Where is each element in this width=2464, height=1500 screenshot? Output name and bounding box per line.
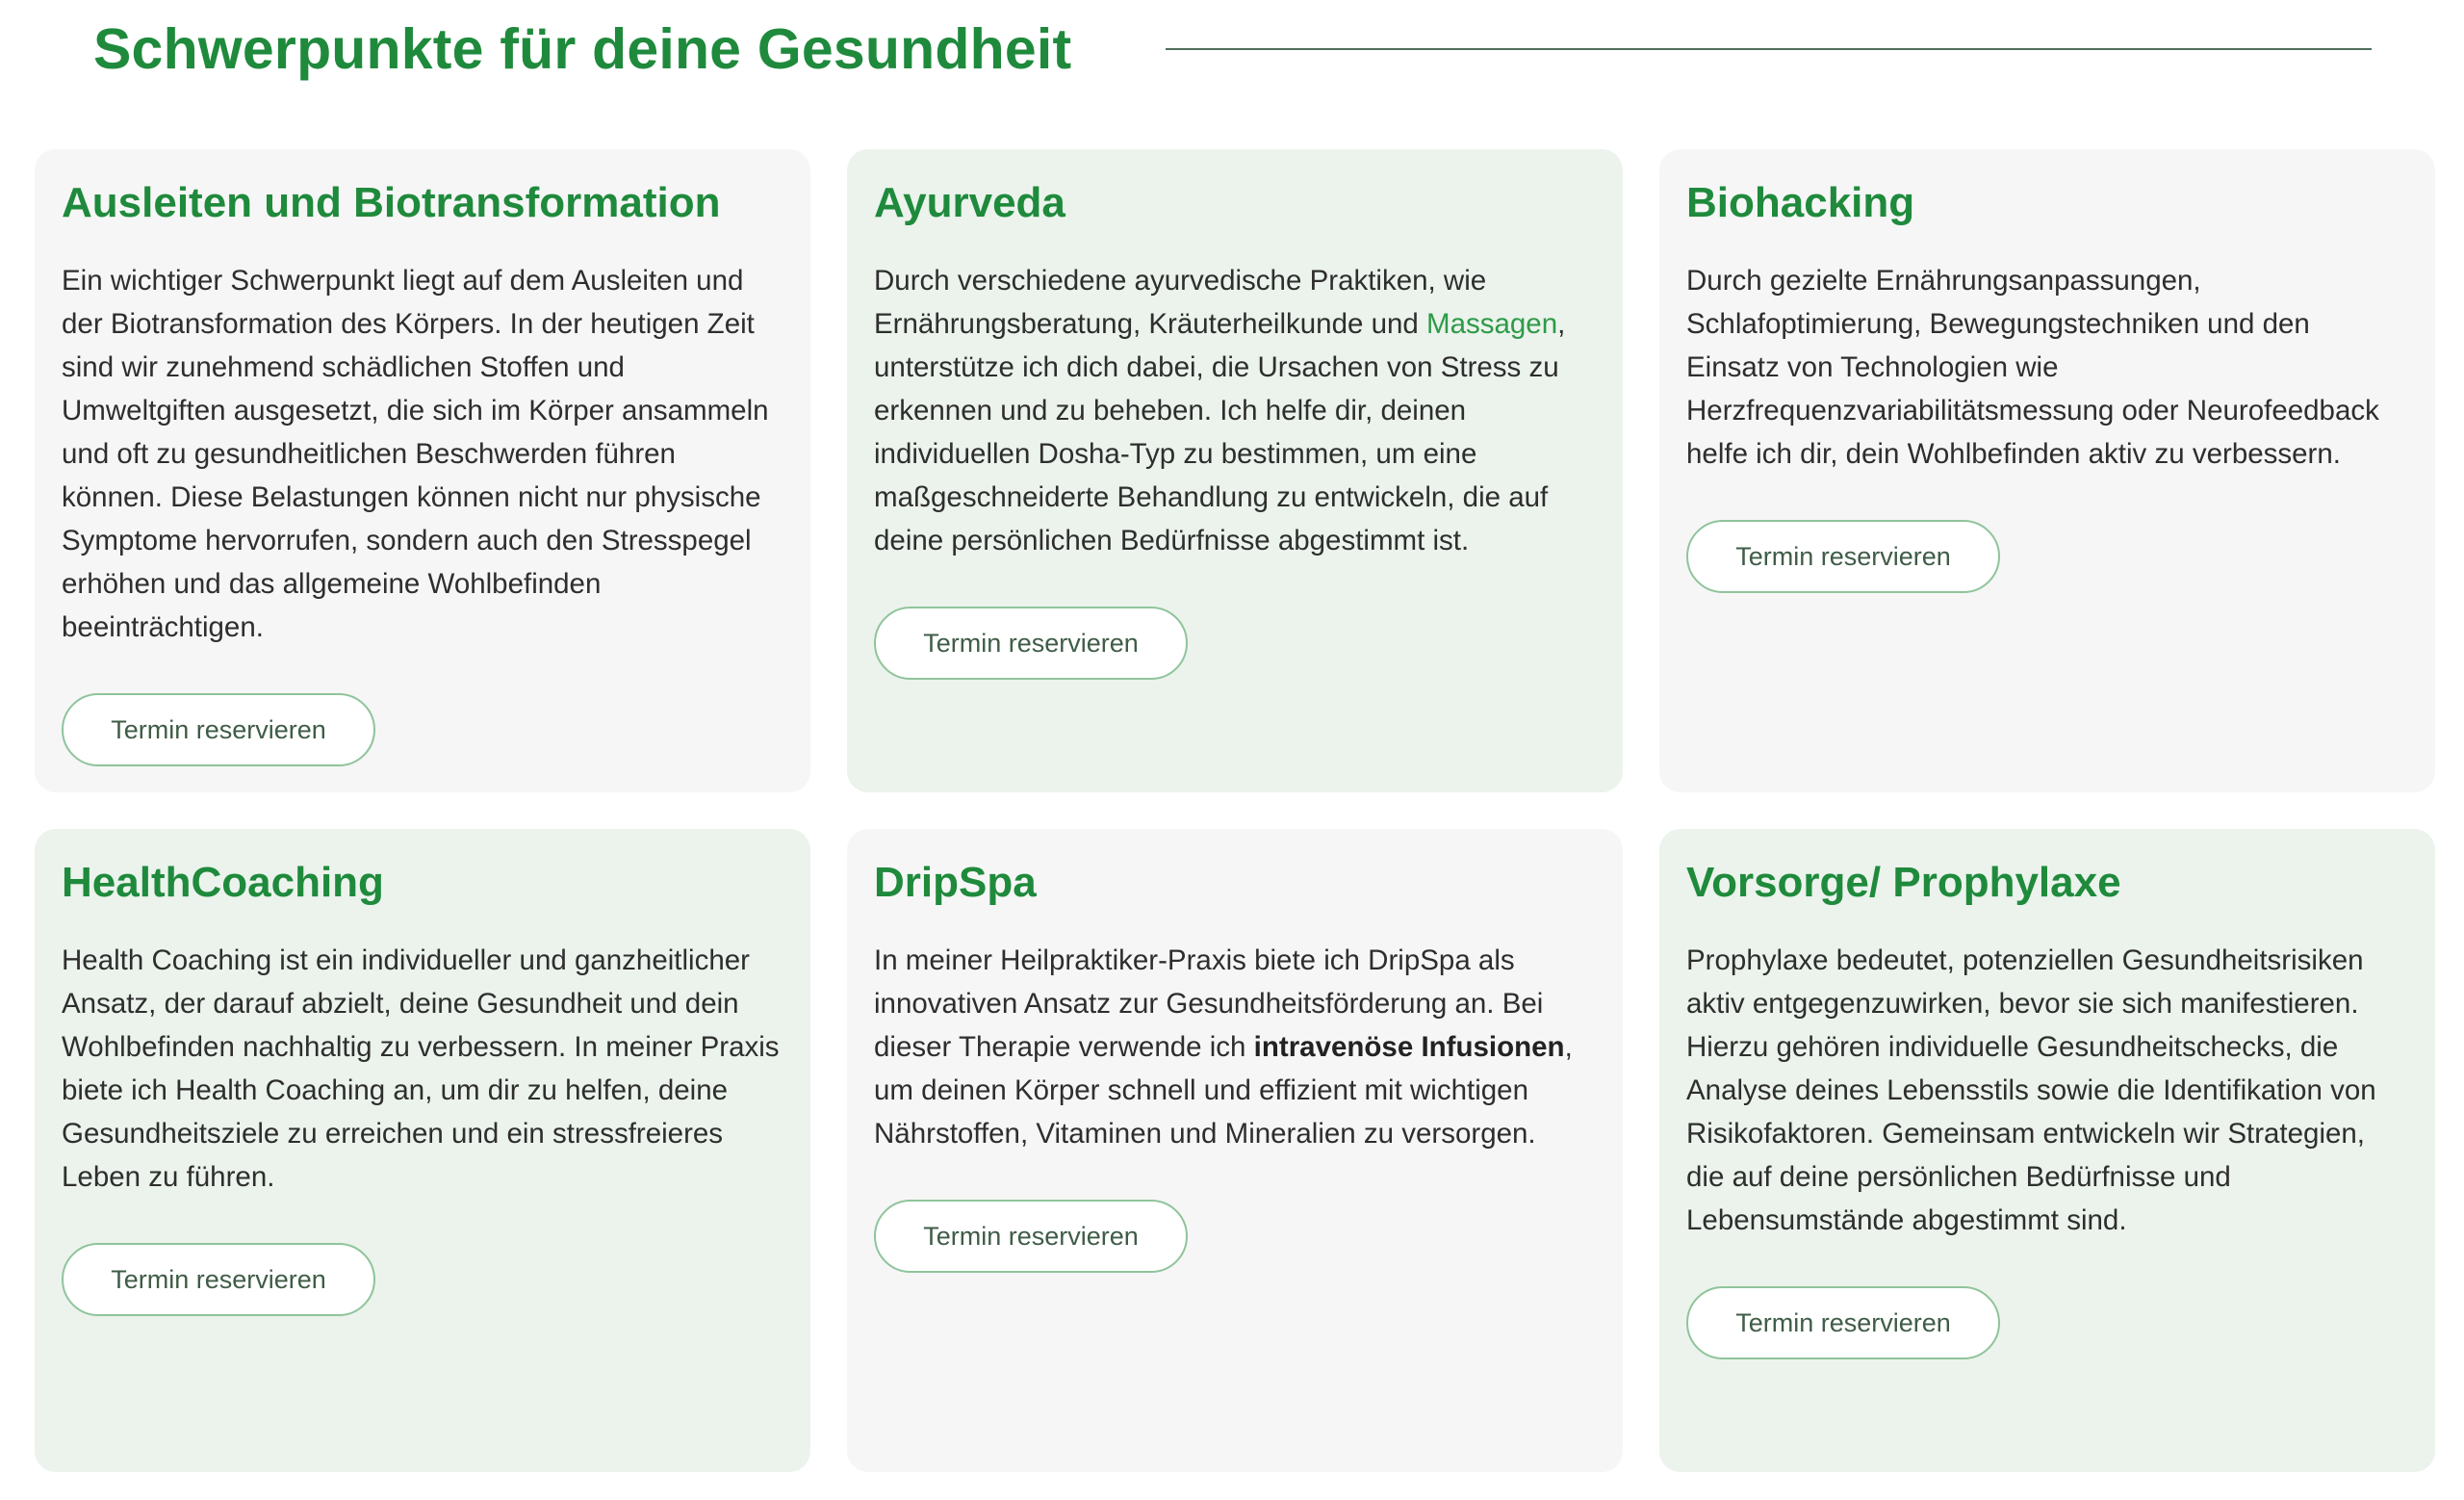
massagen-link[interactable]: Massagen	[1426, 308, 1558, 340]
emphasis-text: intravenöse Infusionen	[1253, 1031, 1565, 1063]
book-appointment-button[interactable]: Termin reservieren	[1686, 520, 2000, 593]
card-title: Ayurveda	[874, 179, 1065, 226]
card-text-part: Durch verschiedene ayurvedische Praktiken, wie Ernährungsberatung, Kräuterheilkunde und	[874, 265, 1487, 340]
card-title: Ausleiten und Biotransformation	[62, 179, 721, 226]
header-divider	[1166, 48, 2372, 50]
card-text: Health Coaching ist ein individueller und ganzheitlicher Ansatz, der darauf abzielt, deine Gesundheit und dein Wohlbefinden nachhaltig zu verbessern. In meiner Praxis biete ich Health Coaching an, um dir zu helfen, deine Gesundheitsziele zu erreichen und ein stressfreieres Leben zu führen.	[62, 944, 780, 1193]
page-title: Schwerpunkte für deine Gesundheit	[93, 17, 1072, 81]
card-title: Biohacking	[1686, 179, 1915, 226]
card-ausleiten	[35, 149, 810, 792]
card-text-part: In meiner Heilpraktiker-Praxis biete ich DripSpa als innovativen Ansatz zur Gesundheitsförderung an. Bei dieser Therapie verwende ich	[874, 944, 1544, 1063]
card-text: Prophylaxe bedeutet, potenziellen Gesundheitsrisiken aktiv entgegenzuwirken, bevor sie sich manifestieren. Hierzu gehören individuelle Gesundheitschecks, die Analyse deines Lebensstils sowie die Identifikation von Risikofaktoren. Gemeinsam entwickeln wir Strategien, die auf deine persönlichen Bedürfnisse und Lebensumstände abgestimmt sind.	[1686, 944, 2376, 1236]
card-biohacking	[1659, 149, 2435, 792]
card-vorsorge	[1659, 829, 2435, 1472]
card-title: Vorsorge/ Prophylaxe	[1686, 859, 2121, 906]
card-text: Durch gezielte Ernährungsanpassungen, Schlafoptimierung, Bewegungstechniken und den Einsatz von Technologien wie Herzfrequenzvariabilitätsmessung oder Neurofeedback helfe ich dir, dein Wohlbefinden aktiv zu verbessern.	[1686, 265, 2379, 470]
focus-areas-grid	[35, 149, 2435, 1472]
card-text	[874, 259, 1596, 562]
card-ayurveda	[847, 149, 1623, 792]
book-appointment-button[interactable]: Termin reservieren	[1686, 1286, 2000, 1359]
card-text-part: , um deinen Körper schnell und effizient mit wichtigen Nährstoffen, Vitaminen und Mineralien zu versorgen.	[874, 1031, 1573, 1150]
card-text: Ein wichtiger Schwerpunkt liegt auf dem Ausleiten und der Biotransformation des Körpers. In der heutigen Zeit sind wir zunehmend schädlichen Stoffen und Umweltgiften ausgesetzt, die sich im Körper ansammeln und oft zu gesundheitlichen Beschwerden führen können. Diese Belastungen können nicht nur physische Symptome hervorrufen, sondern auch den Stresspegel erhöhen und das allgemeine Wohlbefinden beeinträchtigen.	[62, 265, 769, 643]
card-healthcoaching	[35, 829, 810, 1472]
card-title: DripSpa	[874, 859, 1037, 906]
card-text	[874, 939, 1596, 1155]
section-header	[93, 8, 2372, 91]
book-appointment-button[interactable]: Termin reservieren	[874, 607, 1188, 680]
book-appointment-button[interactable]: Termin reservieren	[62, 693, 375, 766]
book-appointment-button[interactable]: Termin reservieren	[62, 1243, 375, 1316]
card-title: HealthCoaching	[62, 859, 384, 906]
book-appointment-button[interactable]: Termin reservieren	[874, 1200, 1188, 1273]
card-dripspa	[847, 829, 1623, 1472]
card-text-part: , unterstütze ich dich dabei, die Ursachen von Stress zu erkennen und zu beheben. Ich helfe dir, deinen individuellen Dosha-Typ zu bestimmen, um eine maßgeschneiderte Behandlung zu entwickeln, die auf deine persönlichen Bedürfnisse abgestimmt ist.	[874, 308, 1566, 556]
